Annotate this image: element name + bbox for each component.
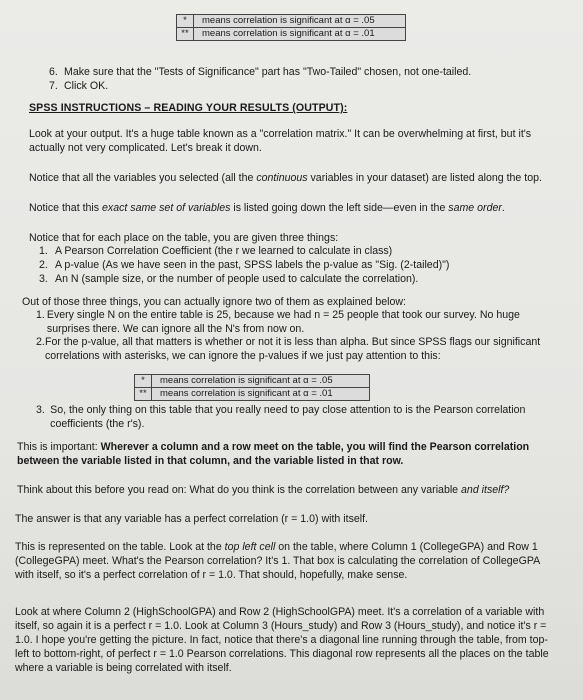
- list-item: 2. For the p-value, all that matters is whether or not it is less than alpha. But since SPSS flags our significant correlations with asterisks, we can ignore the p-values if we just pay attention to this:: [36, 336, 541, 362]
- paragraph: Notice that for each place on the table, you are given three things:: [29, 232, 339, 244]
- legend-symbol: **: [135, 388, 152, 400]
- legend-symbol: *: [135, 375, 152, 387]
- paragraph: Look at where Column 2 (HighSchoolGPA) and Row 2 (HighSchoolGPA) meet. It's a correlation of a variable with itself, so again it is a perfect r = 1.0. Look at Column 3 (Hours_study) and Row 3 (Hours_study), and notice it's r = 1.0. I hope you're getting the picture. In fact, notice that there's a diagonal line running through the table, from top-left to bottom-right, of perfect r = 1.0 Pearson correlations. This diagonal row represents all the places on the table where a variable is being correlated with itself.: [15, 606, 549, 674]
- list-item: 7. Click OK.: [49, 79, 109, 92]
- list-item: 6. Make sure that the "Tests of Significance" part has "Two-Tailed" chosen, not one-tailed.: [49, 66, 472, 78]
- section-heading: SPSS INSTRUCTIONS – READING YOUR RESULTS (OUTPUT):: [29, 102, 348, 114]
- legend-text: means correlation is significant at α = .01: [202, 28, 375, 39]
- legend-row: [177, 28, 405, 40]
- list-item: 3. An N (sample size, or the number of people used to calculate the correlation).: [39, 272, 419, 285]
- paragraph: This is important: Wherever a column and a row meet on the table, you will find the Pearson correlation between the variable listed in that column, and the variable listed in that row.: [17, 441, 530, 467]
- paragraph: Notice that this exact same set of variables is listed going down the left side—even in the same order.: [29, 202, 505, 214]
- paragraph: Notice that all the variables you selected (all the continuous variables in your dataset) are listed along the top.: [29, 172, 542, 184]
- list-item: 1. Every single N on the entire table is 25, because we had n = 25 people that took our survey. No huge surprises there. We can ignore all the N's from now on.: [36, 309, 520, 335]
- legend-row: [135, 388, 369, 400]
- legend-text: means correlation is significant at α = .05: [160, 375, 333, 386]
- paragraph: Out of those three things, you can actually ignore two of them as explained below:: [22, 296, 406, 308]
- legend-row: [177, 15, 405, 28]
- paragraph: This is represented on the table. Look at the top left cell on the table, where Column 1 (CollegeGPA) and Row 1 (CollegeGPA) meet. What's the Pearson correlation? It's 1. That box is calculating the correlation of CollegeGPA with itself, so it's a perfect correlation of r = 1.0. That should, hopefully, make sense.: [15, 541, 540, 581]
- significance-legend-inline: [134, 374, 370, 401]
- three-things-list: [39, 245, 549, 287]
- legend-row: [135, 375, 369, 388]
- legend-symbol: *: [177, 15, 194, 27]
- legend-text: means correlation is significant at α = .05: [202, 15, 375, 26]
- paragraph: Look at your output. It's a huge table known as a "correlation matrix." It can be overwhelming at first, but it's actually not very complicated. Let's break it down.: [29, 128, 532, 154]
- list-item: 3. So, the only thing on this table that you really need to pay close attention to is the Pearson correlation coefficients (the r's).: [36, 404, 526, 430]
- list-item: 2. A p-value (As we have seen in the past, SPSS labels the p-value as "Sig. (2-tailed)"): [39, 258, 450, 271]
- paragraph: The answer is that any variable has a perfect correlation (r = 1.0) with itself.: [15, 513, 368, 525]
- significance-legend-top: [176, 14, 406, 41]
- legend-symbol: **: [177, 28, 194, 40]
- paragraph: Think about this before you read on: What do you think is the correlation between any variable and itself?: [17, 484, 510, 496]
- list-item: 1. A Pearson Correlation Coefficient (the r we learned to calculate in class): [39, 245, 393, 257]
- steps-list: [49, 66, 549, 94]
- legend-text: means correlation is significant at α = .01: [160, 388, 333, 399]
